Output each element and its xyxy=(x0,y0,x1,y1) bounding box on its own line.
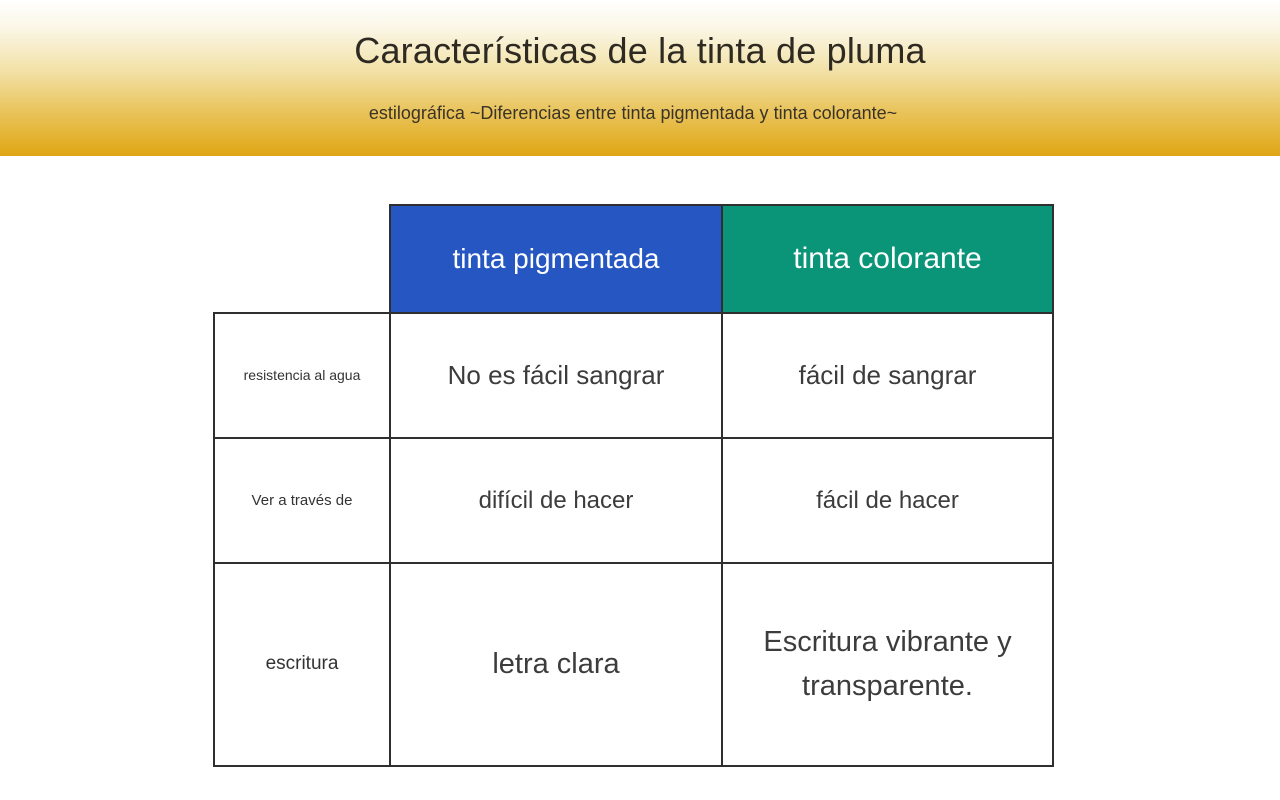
cell-pigment-see-through: difícil de hacer xyxy=(390,438,722,563)
cell-dye-see-through: fácil de hacer xyxy=(722,438,1053,563)
cell-pigment-water-resistance: No es fácil sangrar xyxy=(390,313,722,438)
cell-pigment-writing: letra clara xyxy=(390,563,722,766)
header-banner xyxy=(0,0,1280,156)
cell-dye-writing-line-1: Escritura vibrante y xyxy=(763,626,1012,658)
column-header-dye-ink: tinta colorante xyxy=(722,205,1053,313)
comparison-table xyxy=(213,204,1054,767)
cell-dye-writing-line-2: transparente. xyxy=(802,669,973,702)
table-corner xyxy=(214,205,390,313)
cell-dye-water-resistance: fácil de sangrar xyxy=(722,313,1053,438)
row-label-see-through: Ver a través de xyxy=(214,438,390,563)
table-row xyxy=(214,438,1053,563)
page-title: Características de la tinta de pluma xyxy=(354,30,926,71)
column-header-pigment-ink: tinta pigmentada xyxy=(390,205,722,313)
cell-dye-writing xyxy=(722,563,1053,766)
table-row xyxy=(214,313,1053,438)
table-row xyxy=(214,563,1053,766)
table-header-row xyxy=(214,205,1053,313)
page-subtitle: estilográfica ~Diferencias entre tinta pigmentada y tinta colorante~ xyxy=(368,103,898,123)
row-label-water-resistance: resistencia al agua xyxy=(214,313,390,438)
row-label-writing: escritura xyxy=(214,563,390,766)
